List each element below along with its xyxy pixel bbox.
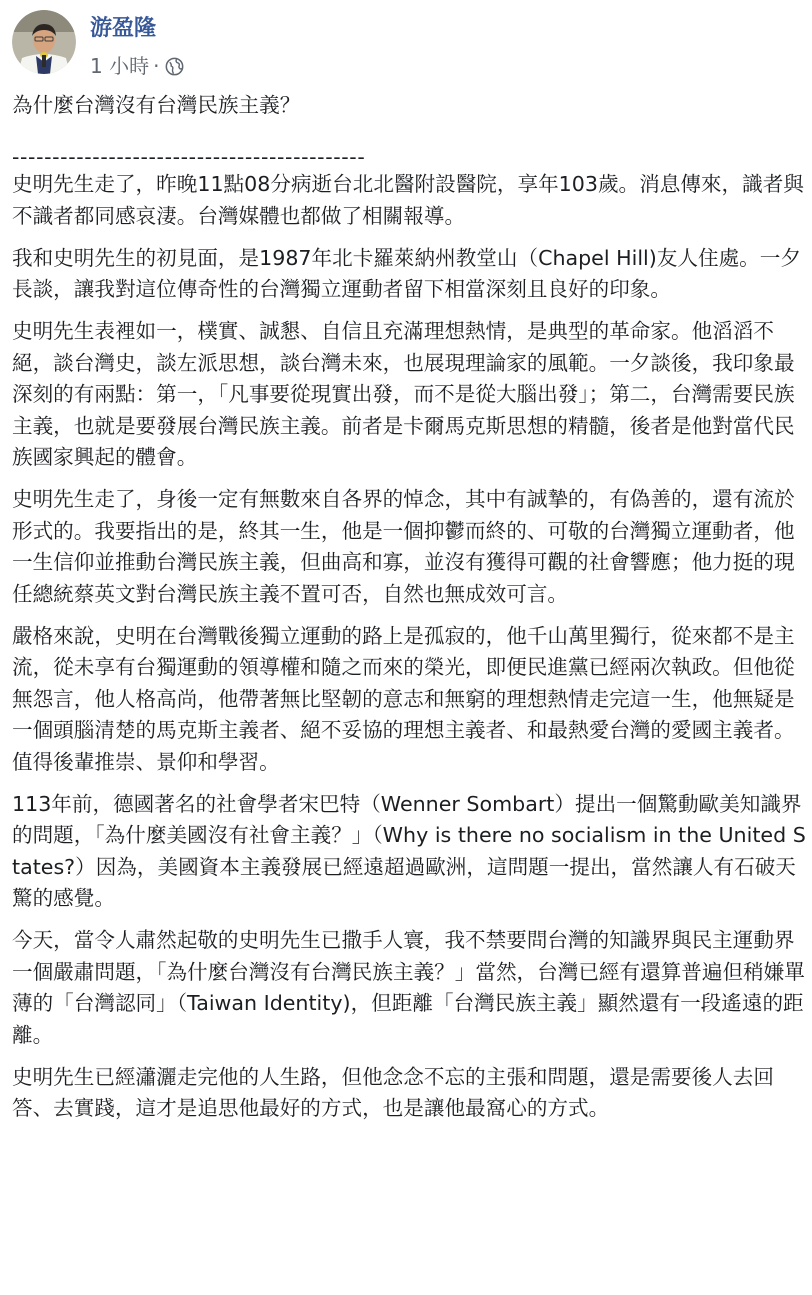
paragraph-8: 史明先生已經瀟灑走完他的人生路，但他念念不忘的主張和問題，還是需要後人去回答、去實踐，這才是追思他最好的方式，也是讓他最窩心的方式。 bbox=[12, 1064, 774, 1120]
paragraph-7: 今天，當令人肅然起敬的史明先生已撒手人寰，我不禁要問台灣的知識界與民主運動界一個嚴肅問題，「為什麼台灣沒有台灣民族主義？」當然，台灣已經有還算普遍但稍嫌單薄的「台灣認同」（Taiwan Identity)，但距離「台灣民族主義」顯然還有一段遙遠的距離。 bbox=[12, 928, 805, 1047]
avatar-photo bbox=[12, 10, 76, 74]
globe-icon[interactable] bbox=[165, 57, 184, 76]
post-meta bbox=[90, 10, 184, 78]
text-divider: -------------------------------------------- bbox=[12, 144, 366, 169]
paragraph-1: 史明先生走了，昨晚11點08分病逝台北北醫附設醫院，享年103歲。消息傳來，識者與不識者都同感哀淒。台灣媒體也都做了相關報導。 bbox=[12, 172, 804, 228]
avatar[interactable] bbox=[12, 10, 76, 74]
post-body bbox=[12, 90, 807, 1135]
paragraph-5: 嚴格來說，史明在台灣戰後獨立運動的路上是孤寂的，他千山萬里獨行，從來都不是主流，從未享有台獨運動的領導權和隨之而來的榮光，即便民進黨已經兩次執政。但他從無怨言，他人格高尚，他帶著無比堅韌的意志和無窮的理想熱情走完這一生，他無疑是一個頭腦清楚的馬克斯主義者、絕不妥協的理想主義者、和最熱愛台灣的愛國主義者。值得後輩推崇、景仰和學習。 bbox=[12, 623, 795, 774]
post-timestamp[interactable]: 1 小時 bbox=[90, 54, 150, 78]
paragraph-4: 史明先生走了，身後一定有無數來自各界的悼念，其中有誠摯的，有偽善的，還有流於形式的。我要指出的是，終其一生，他是一個抑鬱而終的、可敬的台灣獨立運動者，他一生信仰並推動台灣民族主義，但曲高和寡，並沒有獲得可觀的社會響應；他力挺的現任總統蔡英文對台灣民族主義不置可否，自然也無成效可言。 bbox=[12, 487, 795, 606]
post-header bbox=[12, 10, 184, 80]
paragraph-6: 113年前，德國著名的社會學者宋巴特（Wenner Sombart）提出一個驚動歐美知識界的問題，「為什麼美國沒有社會主義？」（Why is there no socialism in the United States?）因為，美國資本主義發展已經遠超過歐洲，這問題一提出，當然讓人有石破天驚的感覺。 bbox=[12, 791, 806, 910]
paragraph-2: 我和史明先生的初見面，是1987年北卡羅萊納州教堂山（Chapel Hill)友人住處。一夕長談，讓我對這位傳奇性的台灣獨立運動者留下相當深刻且良好的印象。 bbox=[12, 245, 801, 301]
author-name[interactable]: 游盈隆 bbox=[90, 15, 157, 40]
paragraph-3: 史明先生表裡如一，樸實、誠懇、自信且充滿理想熱情，是典型的革命家。他滔滔不絕，談台灣史，談左派思想，談台灣未來，也展現理論家的風範。一夕談後，我印象最深刻的有兩點：第一，「凡事要從現實出發，而不是從大腦出發」；第二，台灣需要民族主義，也就是要發展台灣民族主義。前者是卡爾馬克斯思想的精髓，後者是他對當代民族國家興起的體會。 bbox=[12, 319, 795, 469]
separator-dot: · bbox=[153, 54, 160, 78]
post-title: 為什麼台灣沒有台灣民族主義？ bbox=[12, 93, 301, 117]
post-subline bbox=[90, 54, 184, 78]
